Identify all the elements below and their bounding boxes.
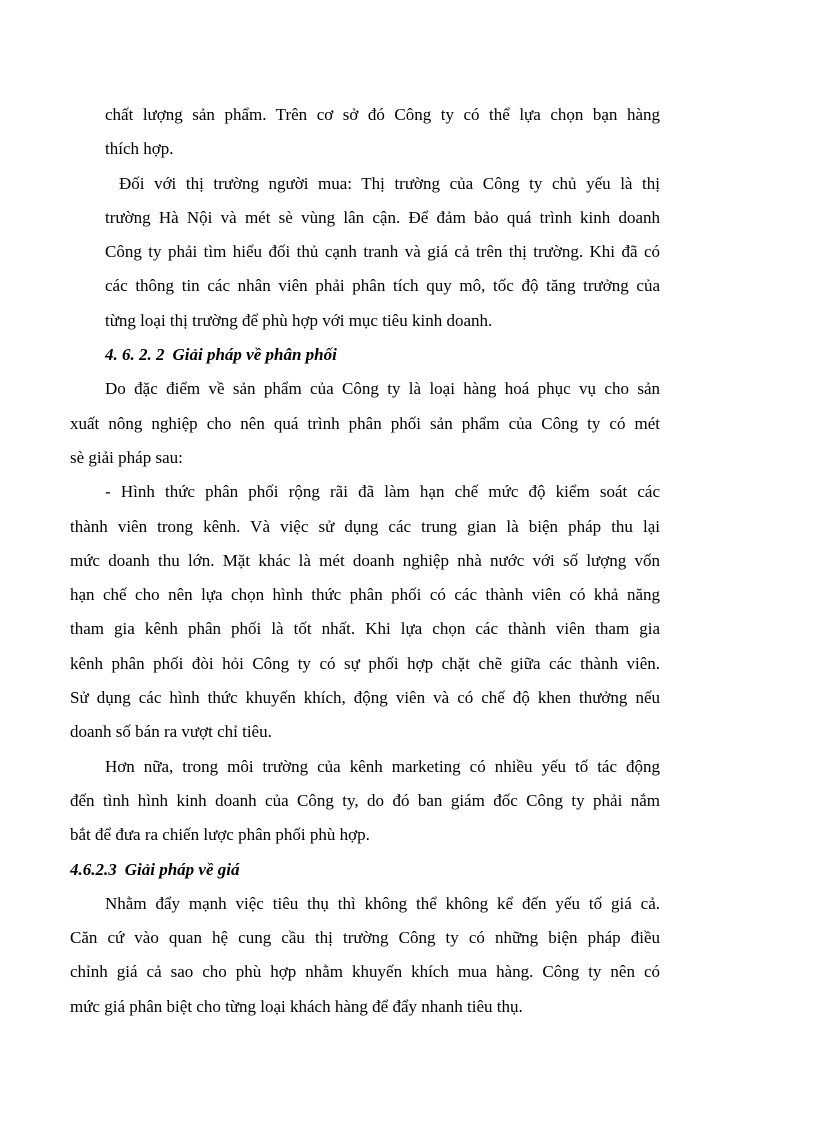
text-line: chỉnh giá cả sao cho phù hợp nhằm khuyến khích mua hàng. Công ty nên có (70, 962, 660, 982)
text-line: Căn cứ vào quan hệ cung cầu thị trường Công ty có những biện pháp điều (70, 928, 660, 948)
paragraph (70, 167, 660, 338)
text-line: mức giá phân biệt cho từng loại khách hàng để đẩy nhanh tiêu thụ. (70, 996, 523, 1016)
text-line: hạn chế cho nên lựa chọn hình thức phân phối có các thành viên có khả năng (70, 585, 660, 605)
section-number: 4. 6. 2. 2 (105, 345, 165, 365)
section-title: Giải pháp về phân phối (172, 345, 337, 365)
text-line: Công ty phải tìm hiểu đối thủ cạnh tranh và giá cả trên thị trường. Khi đã có (105, 242, 660, 262)
text-line: trường Hà Nội và mét sè vùng lân cận. Để đảm bảo quá trình kinh doanh (105, 207, 660, 227)
paragraph (70, 887, 660, 1024)
text-line: chất lượng sản phẩm. Trên cơ sở đó Công ty có thể lựa chọn bạn hàng (105, 105, 660, 124)
text-line: Sử dụng các hình thức khuyến khích, động viên và có chế độ khen thưởng nếu (70, 688, 660, 708)
text-line: bắt để đưa ra chiến lược phân phối phù hợp. (70, 825, 370, 845)
document-page (70, 98, 660, 1024)
paragraph (70, 372, 660, 475)
text-line: Đối với thị trường người mua: Thị trường của Công ty chủ yếu là thị (119, 173, 660, 193)
text-line: xuất nông nghiệp cho nên quá trình phân phối sản phẩm của Công ty có mét (70, 413, 660, 433)
text-line: các thông tin các nhân viên phải phân tích quy mô, tốc độ tăng trưởng của (105, 276, 660, 296)
text-line: từng loại thị trường để phù hợp với mục tiêu kinh doanh. (105, 310, 493, 330)
section-title: Giải pháp về giá (124, 859, 240, 879)
text-line: - Hình thức phân phối rộng rãi đã làm hạn chế mức độ kiểm soát các (105, 482, 660, 502)
section-heading (70, 853, 660, 887)
text-line: thích hợp. (105, 139, 174, 159)
text-line: Nhằm đẩy mạnh việc tiêu thụ thì không thể không kể đến yếu tố giá cả. (105, 893, 660, 913)
paragraph (70, 98, 660, 167)
text-line: sè giải pháp sau: (70, 447, 183, 467)
text-line: Hơn nữa, trong môi trường của kênh marketing có nhiều yếu tố tác động (105, 756, 660, 776)
text-line: đến tình hình kinh doanh của Công ty, do đó ban giám đốc Công ty phải nắm (70, 790, 660, 810)
text-line: mức doanh thu lớn. Mặt khác là mét doanh nghiệp nhà nước với số lượng vốn (70, 550, 660, 570)
text-line: doanh số bán ra vượt chỉ tiêu. (70, 722, 272, 742)
text-line: Do đặc điểm về sản phẩm của Công ty là loại hàng hoá phục vụ cho sản (105, 379, 660, 399)
section-heading (70, 338, 660, 372)
paragraph (70, 750, 660, 853)
paragraph (70, 475, 660, 749)
text-line: kênh phân phối đòi hỏi Công ty có sự phối hợp chặt chẽ giữa các thành viên. (70, 653, 660, 673)
section-number: 4.6.2.3 (70, 859, 117, 879)
text-line: thành viên trong kênh. Và việc sử dụng các trung gian là biện pháp thu lại (70, 516, 660, 536)
text-line: tham gia kênh phân phối là tốt nhất. Khi lựa chọn các thành viên tham gia (70, 619, 660, 639)
